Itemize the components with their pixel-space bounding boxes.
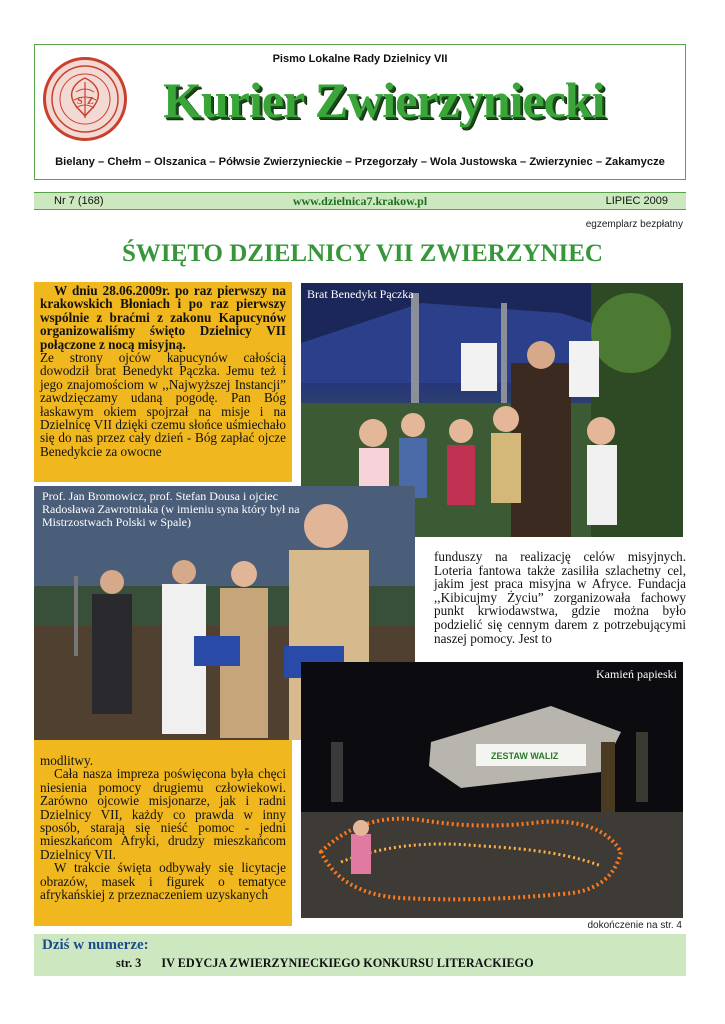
article-paragraph: modlitwy. bbox=[40, 753, 93, 768]
article-paragraph: W trakcie święta odbywały się licytacje obrazów, masek i figurek o tematyce afrykańskiej z przeznaczeniem uzyskanych bbox=[40, 860, 286, 903]
article-column-2 bbox=[34, 740, 292, 926]
photo-caption: Prof. Jan Bromowicz, prof. Stefan Dousa i ojciec Radosława Zawrotniaka (w imieniu syna który był na Mistrzostwach Polski w Spale) bbox=[42, 489, 300, 529]
item-title: IV EDYCJA ZWIERZYNIECKIEGO KONKURSU LITERACKIEGO bbox=[161, 956, 534, 970]
page-reference: str. 3 bbox=[116, 956, 142, 970]
issue-date: LIPIEC 2009 bbox=[605, 195, 668, 207]
article-lead: W dniu 28.06.2009r. po raz pierwszy na krakowskich Błoniach i po raz pierwszy wspólnie z braćmi z zakonu Kapucynów organizowaliśmy święto Dzielnicy VII połączone z nocą misyjną. bbox=[40, 283, 286, 352]
issue-number: Nr 7 (168) bbox=[54, 195, 104, 207]
free-copy-note: egzemplarz bezpłatny bbox=[585, 219, 683, 230]
in-this-issue-label: Dziś w numerze: bbox=[42, 937, 149, 953]
photo-caption: Brat Benedykt Pączka bbox=[307, 287, 414, 301]
district-list: Bielany – Chełm – Olszanica – Półwsie Zwierzynieckie – Przegorzały – Wola Justowska – Zwierzyniec – Zakamycze bbox=[55, 156, 665, 168]
article-column-1 bbox=[34, 282, 292, 482]
article-paragraph: Ze strony ojców kapucynów całością dowodził brat Benedykt Pączka. Jemu też i jego znajomościom w ,,Najwyższej Instancji” zawdzięczamy udaną pogodę. Pan Bóg łaskawym okiem spojrzał na misje i na Dzielnicę VII dzięki czemu słońce uśmiechało się do nas przez cały dzień - Bóg zapłać ojcze Benedykcie za owocne bbox=[40, 350, 286, 459]
main-headline: ŚWIĘTO DZIELNICY VII ZWIERZYNIEC bbox=[122, 240, 603, 267]
svg-text:S: S bbox=[77, 96, 83, 107]
pretitle: Pismo Lokalne Rady Dzielnicy VII bbox=[272, 53, 448, 65]
newspaper-title: Kurier Zwierzyniecki bbox=[163, 72, 605, 128]
banner-text: ZESTAW WALIZ bbox=[491, 751, 559, 761]
article-paragraph: Cała nasza impreza poświęcona była chęci niesienia pomocy drugiemu człowiekowi. Zarówno ojcowie misjonarze, jak i radni Dzielnicy VII, każdy co prawda w inny sposób, starają się nieść pomoc - jedni mieszkańcom Afryki, drudzy mieszkańcom Dzielnicy VII. bbox=[40, 766, 286, 862]
masthead bbox=[34, 44, 686, 180]
photo-caption: Kamień papieski bbox=[596, 667, 677, 681]
in-this-issue-box bbox=[34, 934, 686, 976]
city-seal-icon bbox=[43, 57, 127, 141]
issue-info-bar bbox=[34, 192, 686, 210]
in-this-issue-item[interactable] bbox=[116, 956, 534, 971]
article-column-3: funduszy na realizację celów misyjnych. Loteria fantowa także zasiliła szlachetny cel, jakim jest praca misyjna w Afryce. Fundacja ,,Kibicujmy Życiu” zorganizowała fachowy punkt krwiodawstwa, gdzie można było podzielić się cennym darem z potrzebującymi naszej pomocy. Jest to bbox=[434, 549, 686, 646]
svg-text:Z: Z bbox=[87, 96, 94, 107]
photo-papal-stone bbox=[301, 662, 683, 918]
continued-note: dokończenie na str. 4 bbox=[587, 920, 682, 931]
website-link[interactable]: www.dzielnica7.krakow.pl bbox=[292, 194, 428, 208]
